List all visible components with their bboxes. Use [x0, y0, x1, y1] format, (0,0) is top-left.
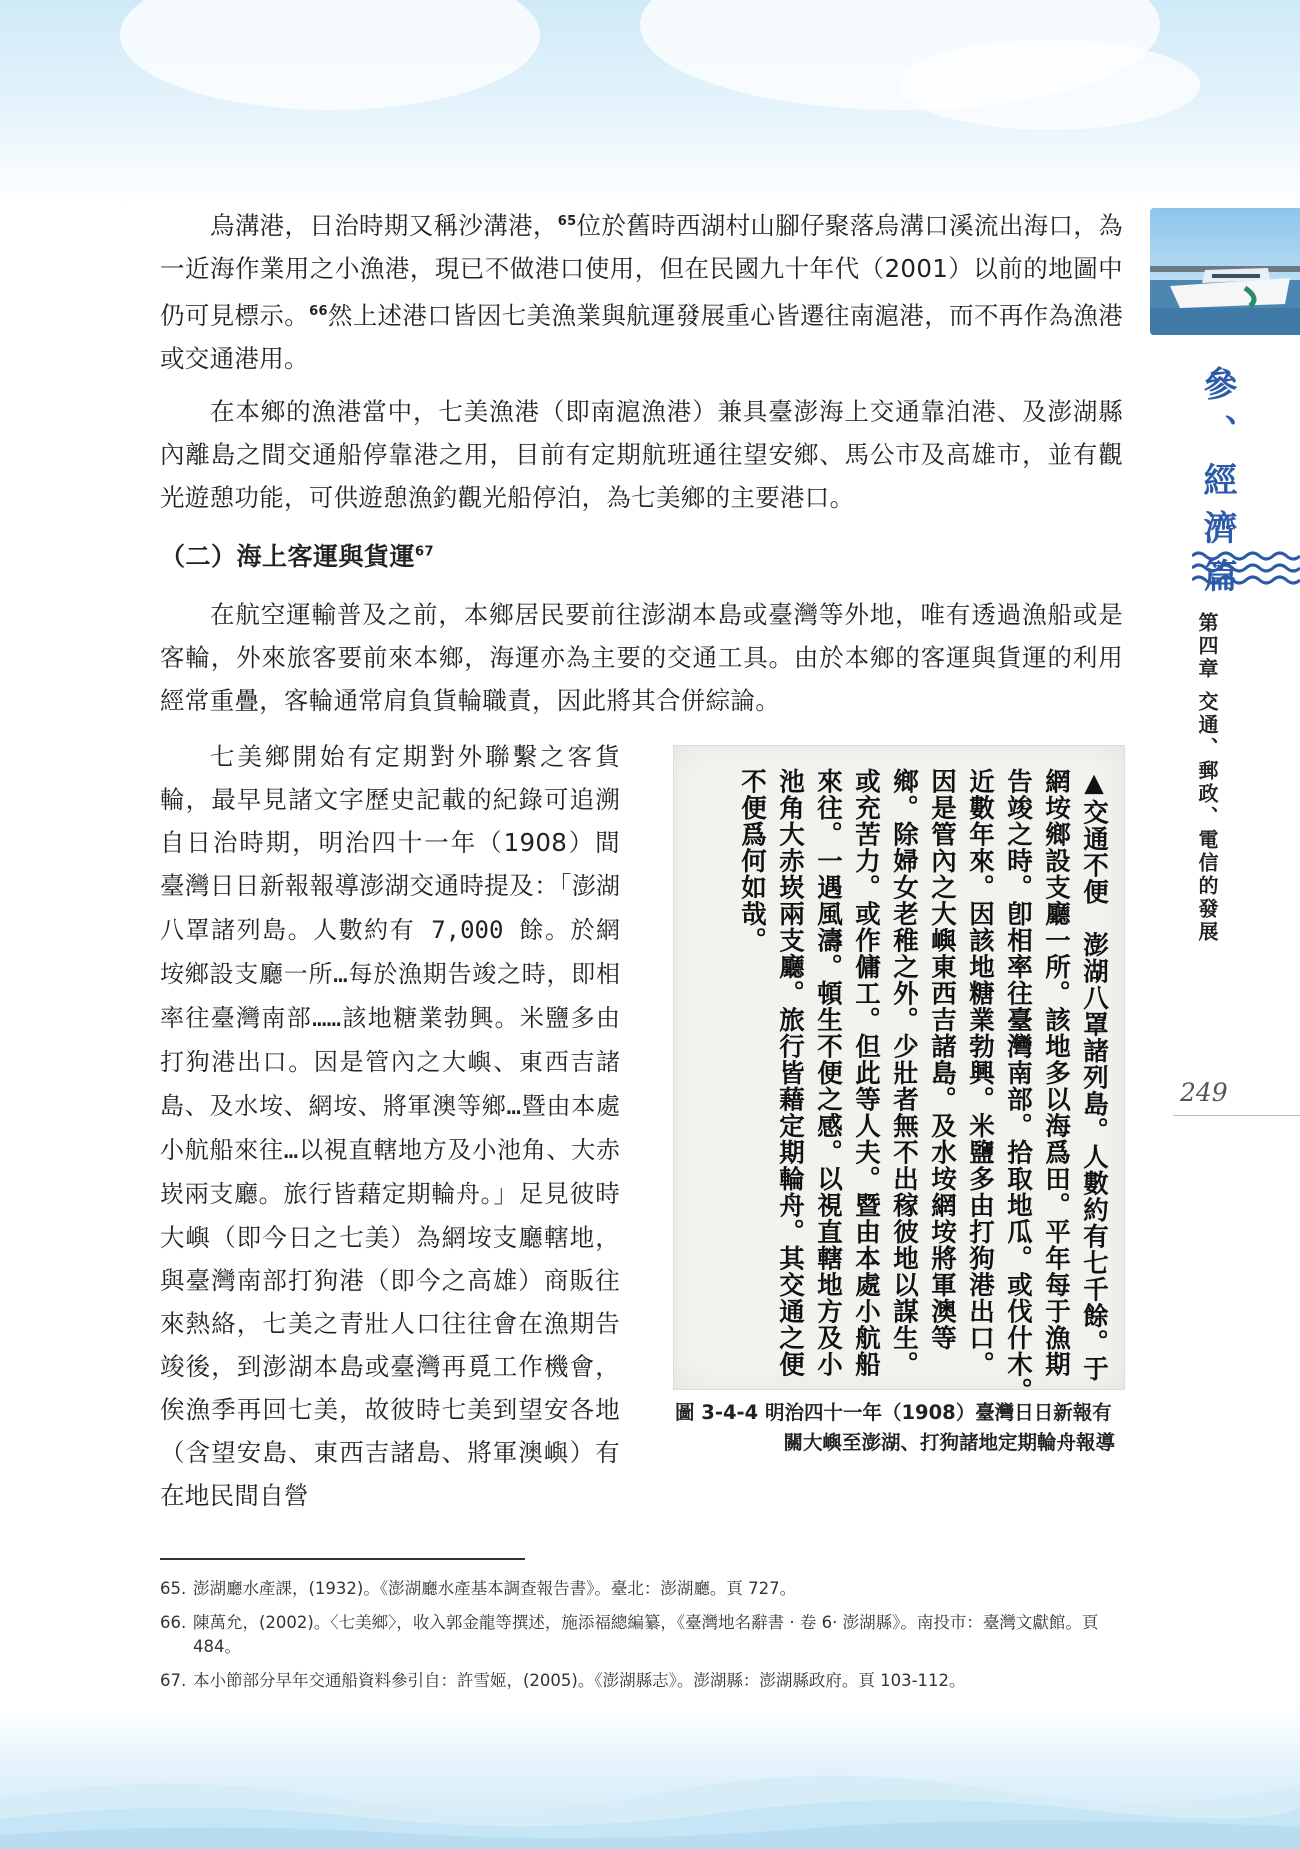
figure-caption: 圖 3-4-4 明治四十一年（1908）臺灣日日新報有 關大嶼至澎湖、打狗諸地定期輪舟報導	[675, 1401, 1115, 1454]
footnote-ref-67[interactable]: 67	[415, 544, 435, 560]
footnote-ref-65[interactable]: 65	[557, 214, 577, 229]
header-sky-banner	[0, 0, 1300, 205]
clipping-column: 鄉。除婦女老稚之外。少壯者無不出稼彼地以謀生。	[889, 768, 919, 1378]
footnote-ref-66[interactable]: 66	[309, 304, 328, 320]
clipping-column: 告竣之時。卽相率往臺灣南部。拾取地瓜。或伐什木。	[1003, 768, 1033, 1404]
clipping-column: 來往。一遇風濤。頓生不便之感。以視直轄地方及小	[813, 768, 843, 1378]
paragraph-ferry-history: 七美鄉開始有定期對外聯繫之客貨輪，最早見諸文字歷史記載的紀錄可追溯自日治時期，明治四十一年（1908）間臺灣日日新報報導澎湖交通時提及：「澎湖八罩諸列島。人數約有 7,000 餘。於網垵鄉設支廳一所…每於漁期告竣之時，即相率往臺灣南部……該地糖業勃興。米鹽多由打狗港出口。因是管內之大嶼、東西吉諸島、及水垵、網垵、將軍澳等鄉…暨由本處小航船來往…以視直轄地方及小池角、大赤崁兩支廳。旅行皆藉定期輪舟。」足見彼時大嶼（即今日之七美）為網垵支廳轄地，與臺灣南部打狗港（即今之高雄）商販往來熱絡，七美之青壯人口往往會在漁期告竣後，到澎湖本島或臺灣再覓工作機會，俟漁季再回七美，故彼時七美到望安各地（含望安島、東西吉諸島、將軍澳嶼）有在地民間自營	[160, 742, 621, 1510]
paragraph-sea-transport: 在航空運輸普及之前，本鄉居民要前往澎湖本島或臺灣等外地，唯有透過漁船或是客輪，外來旅客要前來本鄉，海運亦為主要的交通工具。由於本鄉的客運與貨運的利用經常重疊，客輪通常肩負貨輪職責，因此將其合併綜論。	[160, 600, 1123, 715]
page-number-rule	[1173, 1115, 1300, 1116]
clipping-column: ▲交通不便 澎湖八罩諸列島。人數約有七千餘。于	[1079, 768, 1109, 1382]
paragraph-qimei-fishing-port: 在本鄉的漁港當中，七美漁港（即南滬漁港）兼具臺澎海上交通靠泊港、及澎湖縣內離島之間交通船停靠港之用，目前有定期航班通往望安鄉、馬公市及高雄市，並有觀光遊憩功能，可供遊憩漁釣觀光船停泊，為七美鄉的主要港口。	[160, 397, 1123, 512]
clipping-column: 或充苦力。或作傭工。但此等人夫。暨由本處小航船	[851, 768, 881, 1378]
footer-waves-banner	[0, 1709, 1300, 1849]
footnote-66: 66. 陳萬允，(2002)。〈七美鄉〉，收入郭金龍等撰述，施添福總編纂，《臺灣地名辭書 ‧ 卷 6‧ 澎湖縣》。南投市：臺灣文獻館。頁 484。	[160, 1613, 1099, 1656]
footnote-65: 65. 澎湖廳水產課，(1932)。《澎湖廳水產基本調查報告書》。臺北：澎湖廳。頁 727。	[160, 1579, 797, 1598]
clipping-column: 網垵鄉設支廳一所。該地多以海爲田。平年每于漁期	[1041, 768, 1071, 1378]
clipping-column: 近數年來。因該地糖業勃興。米鹽多由打狗港出口。	[965, 768, 995, 1378]
footnote-67: 67. 本小節部分早年交通船資料參引自：許雪姬，(2005)。《澎湖縣志》。澎湖縣：澎湖縣政府。頁 103-112。	[160, 1671, 966, 1690]
newspaper-quote: 澎湖八罩諸列島。人數約有 7,000 餘。於網垵鄉設支廳一所…每於漁期告竣之時，即相率往臺灣南部……該地糖業勃興。米鹽多由打狗港出口。因是管內之大嶼、東西吉諸島、及水垵、網垵、將軍澳等鄉…暨由本處小航船來往…以視直轄地方及小池角、大赤崁兩支廳。旅行皆藉定期輪舟。	[160, 872, 620, 1208]
ferry-photo	[1150, 208, 1300, 335]
clipping-column: 因是管內之大嶼東西吉諸島。及水垵網垵將軍澳等	[927, 768, 957, 1351]
section-heading: （二）海上客運與貨運$^{67}$	[160, 542, 435, 571]
clipping-column: 不便爲何如哉。	[737, 768, 767, 954]
waves-icon	[1192, 548, 1300, 588]
part-title: 參、經濟篇	[1197, 366, 1237, 606]
newspaper-clipping-image	[673, 745, 1125, 1404]
chapter-title: 第四章 交通、郵政、電信的發展	[1195, 612, 1219, 944]
footnote-divider	[160, 1558, 525, 1560]
page-number: 249	[1180, 1078, 1228, 1107]
paragraph-wugou-port: 烏溝港，日治時期又稱沙溝港，$^{65}$位於舊時西湖村山腳仔聚落烏溝口溪流出海口，為一近海作業用之小漁港，現已不做港口使用，但在民國九十年代（2001）以前的地圖中仍可見標示。$^{66}$然上述港口皆因七美漁業與航運發展重心皆遷往南滬港，而不再作為漁港或交通港用。	[160, 211, 1123, 374]
clipping-column: 池角大赤崁兩支廳。旅行皆藉定期輪舟。其交通之便	[775, 768, 805, 1378]
